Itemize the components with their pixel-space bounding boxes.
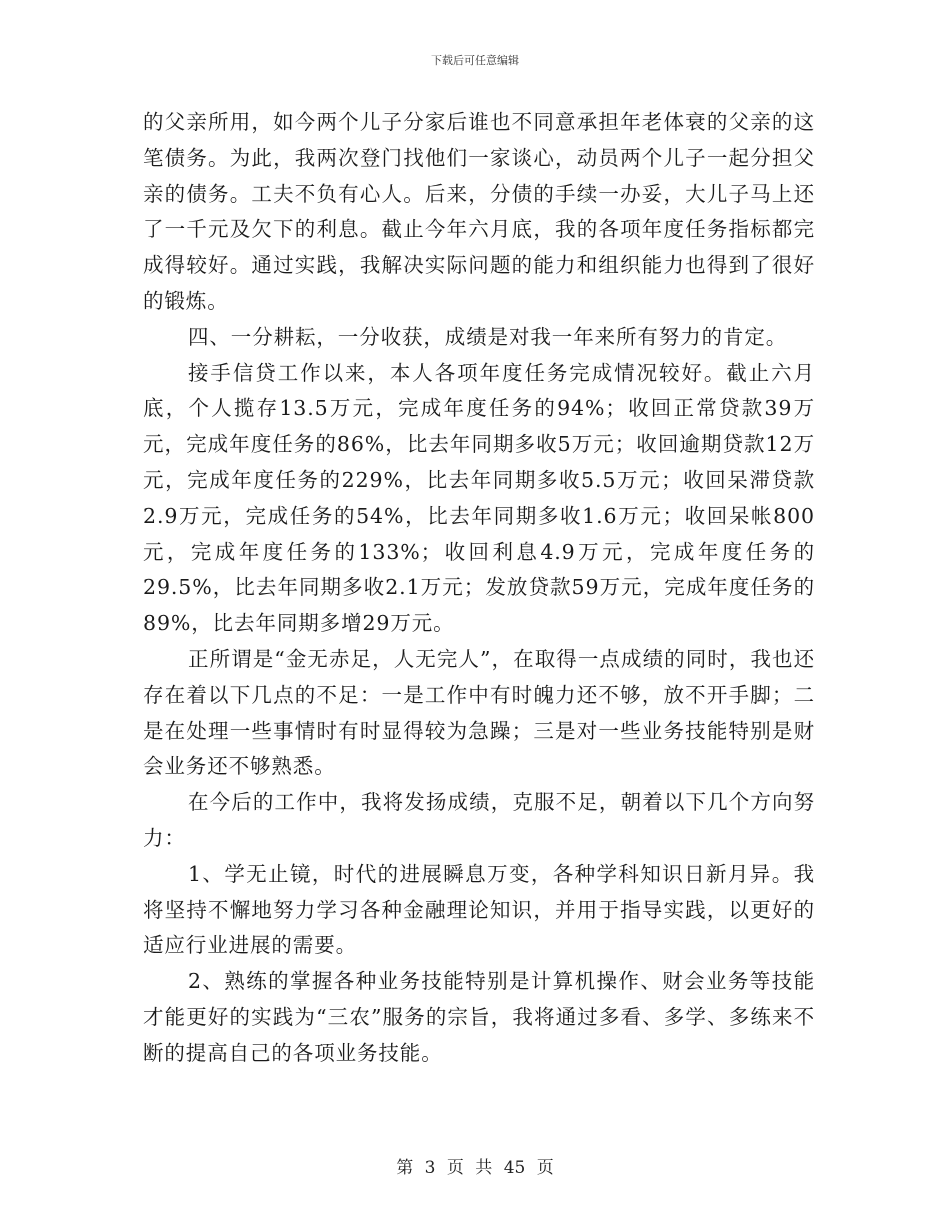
paragraph-debt-continuation: 的父亲所用，如今两个儿子分家后谁也不同意承担年老体衰的父亲的这笔债务。为此，我两次登门找他们一家谈心，动员两个儿子一起分担父亲的债务。工夫不负有心人。后来，分债的手续一办妥，大儿子马上还了一千元及欠下的利息。截止今年六月底，我的各项年度任务指标都完成得较好。通过实践，我解决实际问题的能力和组织能力也得到了很好的锻炼。: [143, 110, 815, 313]
section-heading-achievements: 四、一分耕耘，一分收获，成绩是对我一年来所有努力的肯定。: [188, 324, 788, 349]
paragraph-task-results: 接手信贷工作以来，本人各项年度任务完成情况较好。截止六月底，个人揽存13.5万元，完成年度任务的94%；收回正常贷款39万元，完成年度任务的86%，比去年同期多收5万元；收回逾期贷款12万元，完成年度任务的229%，比去年同期多收5.5万元；收回呆滞贷款2.9万元，完成任务的54%，比去年同期多收1.6万元；收回呆帐800元，完成年度任务的133%；收回利息4.9万元，完成年度任务的29.5%，比去年同期多收2.1万元；发放贷款59万元，完成年度任务的89%，比去年同期多增29万元。: [143, 360, 815, 636]
document-body: [143, 105, 815, 1072]
page-header: 下载后可任意编辑: [431, 54, 519, 67]
page-number-footer: 第 3 页 共 45 页: [396, 1158, 554, 1178]
paragraph-shortcomings: 正所谓是“金无赤足，人无完人”，在取得一点成绩的同时，我也还存在着以下几点的不足：一是工作中有时魄力还不够，放不开手脚；二是在处理一些事情时有时显得较为急躁；三是对一些业务技能特别是财会业务还不够熟悉。: [143, 646, 815, 779]
paragraph-future-direction: 在今后的工作中，我将发扬成绩，克服不足，朝着以下几个方向努力：: [143, 790, 815, 850]
paragraph-goal-2: 2、熟练的掌握各种业务技能特别是计算机操作、财会业务等技能才能更好的实践为“三农”服务的宗旨，我将通过多看、多学、多练来不断的提高自己的各项业务技能。: [143, 969, 815, 1065]
paragraph-goal-1: 1、学无止镜，时代的进展瞬息万变，各种学科知识日新月异。我将坚持不懈地努力学习各种金融理论知识，并用于指导实践，以更好的适应行业进展的需要。: [143, 861, 815, 958]
